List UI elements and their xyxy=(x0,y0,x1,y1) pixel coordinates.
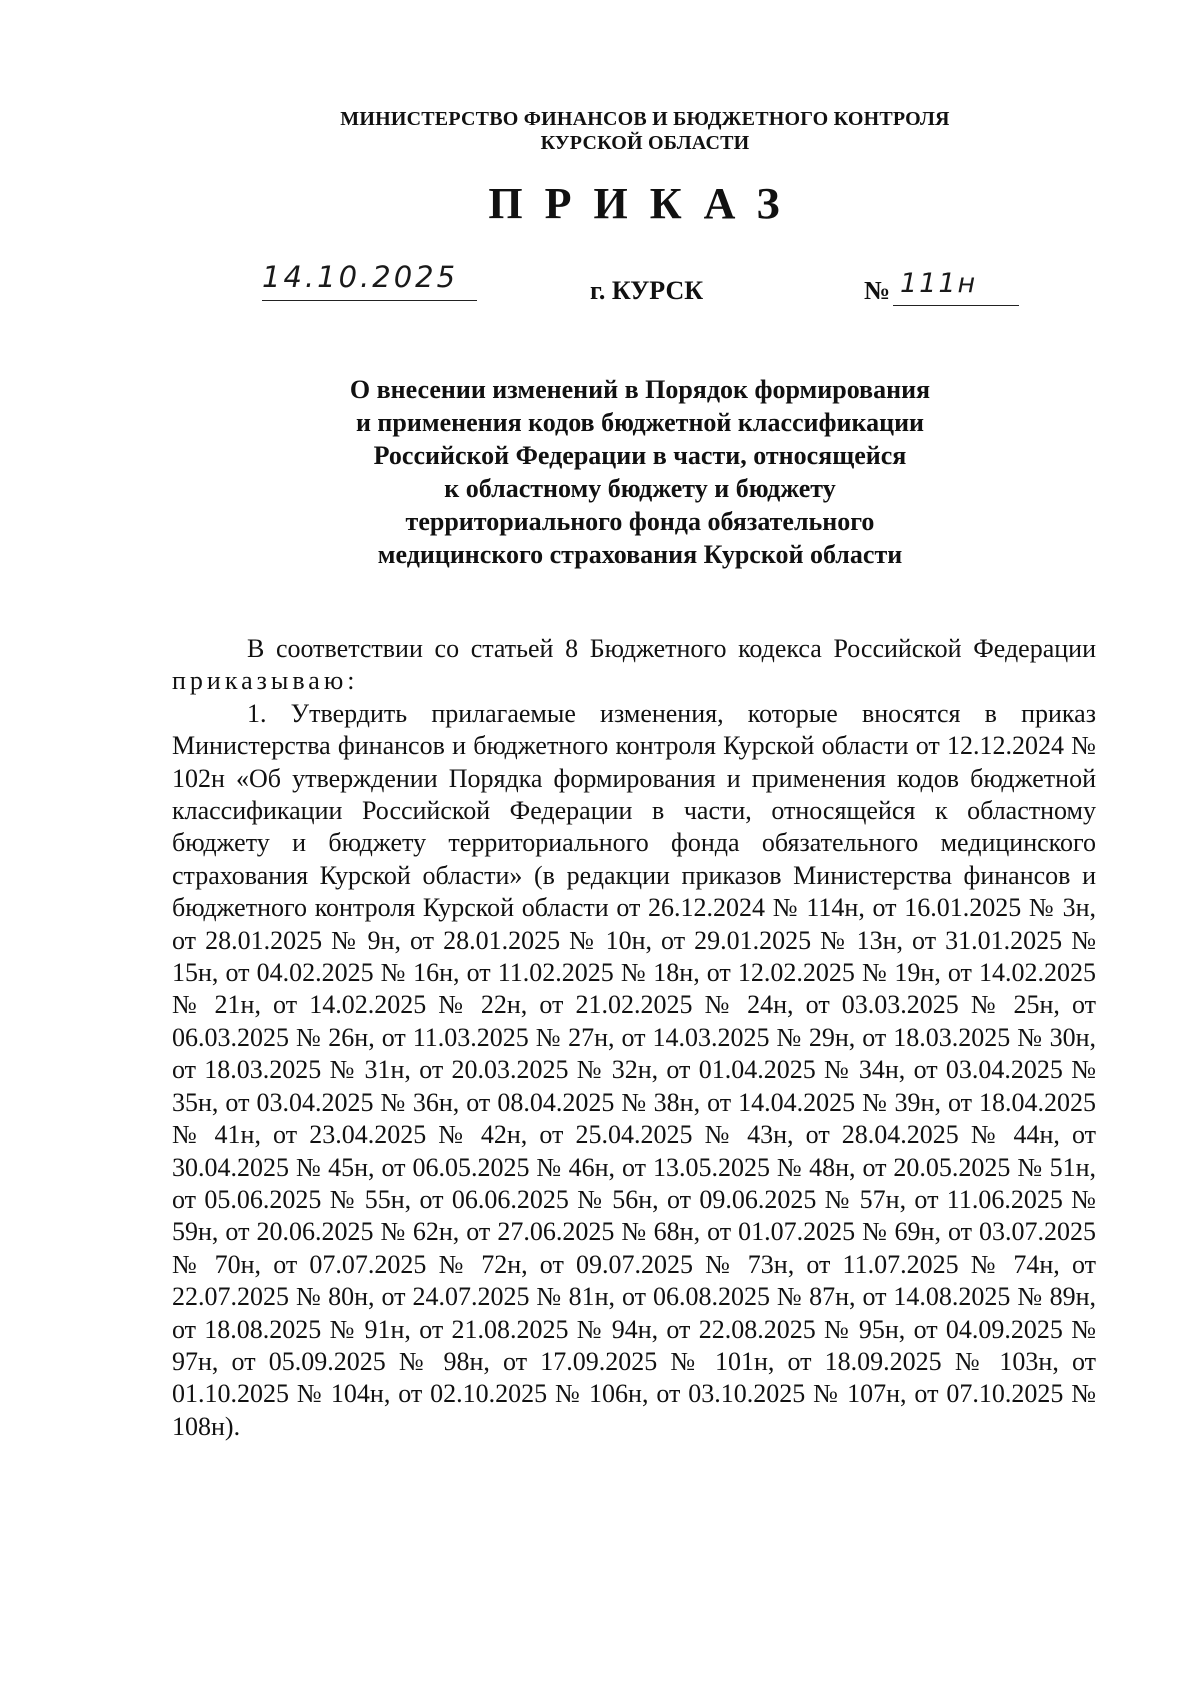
subject-line: территориального фонда обязательного xyxy=(405,507,875,536)
date-underline xyxy=(262,300,477,301)
number-underline xyxy=(893,305,1019,306)
subject-line: Российской Федерации в части, относящейся xyxy=(373,441,907,470)
document-body xyxy=(172,633,1096,1443)
handwritten-number: 111н xyxy=(900,268,978,299)
city-name: г. КУРСК xyxy=(590,276,704,305)
handwritten-date: 14.10.2025 xyxy=(262,260,459,294)
subject-line: медицинского страхования Курской области xyxy=(377,540,903,569)
ministry-name xyxy=(0,107,1200,155)
preamble-colon: : xyxy=(347,666,355,696)
item-1-paragraph: 1. Утвердить прилагаемые изменения, которые вносятся в приказ Министерства финансов и бюджетного контроля Курской области от 12.12.2024 № 102н «Об утверждении Порядка формирования и применения кодов бюджетной классификации Российской Федерации в части, относящейся к областному бюджету и бюджету территориального фонда обязательного медицинского страхования Курской области» (в редакции приказов Министерства финансов и бюджетного контроля Курской области от 26.12.2024 № 114н, от 16.01.2025 № 3н, от 28.01.2025 № 9н, от 28.01.2025 № 10н, от 29.01.2025 № 13н, от 31.01.2025 № 15н, от 04.02.2025 № 16н, от 11.02.2025 № 18н, от 12.02.2025 № 19н, от 14.02.2025 № 21н, от 14.02.2025 № 22н, от 21.02.2025 № 24н, от 03.03.2025 № 25н, от 06.03.2025 № 26н, от 11.03.2025 № 27н, от 14.03.2025 № 29н, от 18.03.2025 № 30н, от 18.03.2025 № 31н, от 20.03.2025 № 32н, от 01.04.2025 № 34н, от 03.04.2025 № 35н, от 03.04.2025 № 36н, от 08.04.2025 № 38н, от 14.04.2025 № 39н, от 18.04.2025 № 41н, от 23.04.2025 № 42н, от 25.04.2025 № 43н, от 28.04.2025 № 44н, от 30.04.2025 № 45н, от 06.05.2025 № 46н, от 13.05.2025 № 48н, от 20.05.2025 № 51н, от 05.06.2025 № 55н, от 06.06.2025 № 56н, от 09.06.2025 № 57н, от 11.06.2025 № 59н, от 20.06.2025 № 62н, от 27.06.2025 № 68н, от 01.07.2025 № 69н, от 03.07.2025 № 70н, от 07.07.2025 № 72н, от 09.07.2025 № 73н, от 11.07.2025 № 74н, от 22.07.2025 № 80н, от 24.07.2025 № 81н, от 06.08.2025 № 87н, от 14.08.2025 № 89н, от 18.08.2025 № 91н, от 21.08.2025 № 94н, от 22.08.2025 № 95н, от 04.09.2025 № 97н, от 05.09.2025 № 98н, от 17.09.2025 № 101н, от 18.09.2025 № 103н, от 01.10.2025 № 104н, от 02.10.2025 № 106н, от 03.10.2025 № 107н, от 07.10.2025 № 108н). xyxy=(172,698,1096,1441)
document-type-title: ПРИКАЗ xyxy=(488,179,802,228)
subject-line: и применения кодов бюджетной классификации xyxy=(355,408,925,437)
ministry-line-2: КУРСКОЙ ОБЛАСТИ xyxy=(540,132,750,154)
orders-word: приказываю xyxy=(172,666,348,696)
ministry-line-1: МИНИСТЕРСТВО ФИНАНСОВ И БЮДЖЕТНОГО КОНТРОЛЯ xyxy=(340,108,950,130)
preamble-paragraph xyxy=(172,633,1096,698)
number-label: № xyxy=(864,276,891,305)
subject-line: к областному бюджету и бюджету xyxy=(444,474,836,503)
preamble-text: В соответствии со статьей 8 Бюджетного кодекса Российской Федерации xyxy=(247,634,1096,663)
document-subject xyxy=(0,373,1200,571)
subject-line: О внесении изменений в Порядок формирования xyxy=(349,375,931,404)
